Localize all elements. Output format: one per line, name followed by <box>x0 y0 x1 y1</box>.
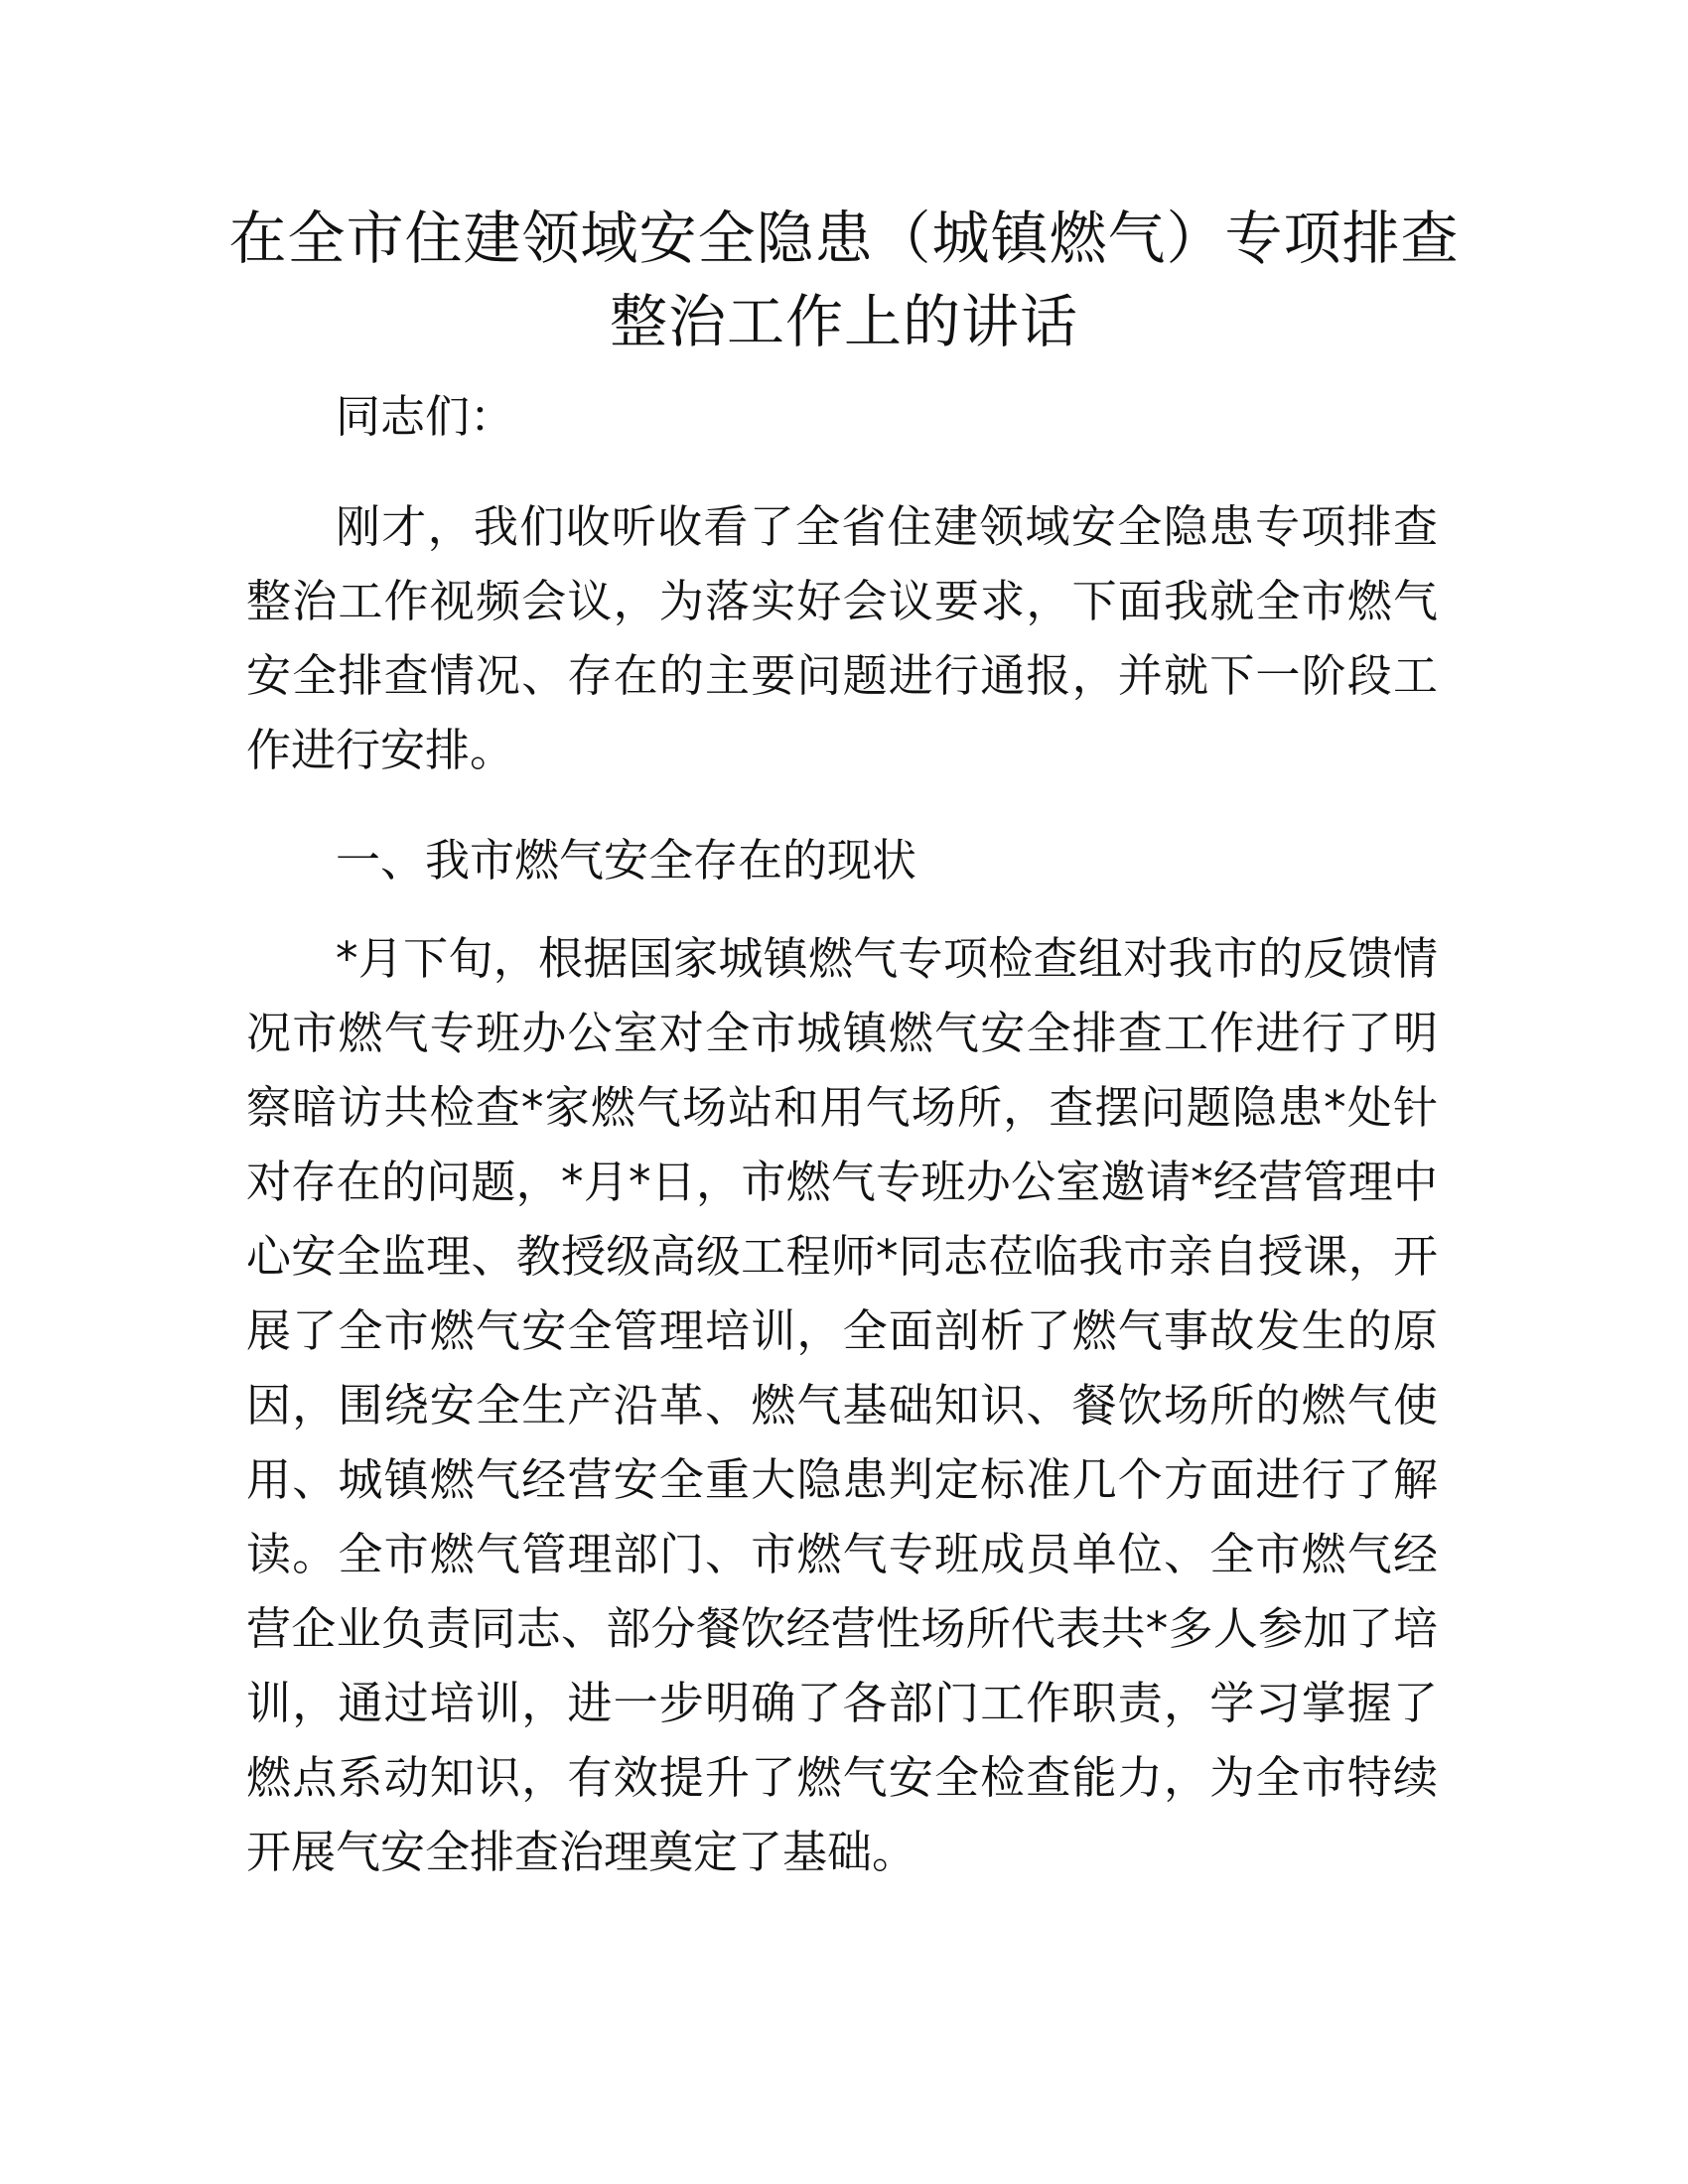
section-body-paragraph: *月下旬，根据国家城镇燃气专项检查组对我市的反馈情况市燃气专班办公室对全市城镇燃气安全排查工作进行了明察暗访共检查*家燃气场站和用气场所，查摆问题隐患*处针对存在的问题，*月*日，市燃气专班办公室邀请*经营管理中心安全监理、教授级高级工程师*同志莅临我市亲自授课，开展了全市燃气安全管理培训，全面剖析了燃气事故发生的原因，围绕安全生产沿革、燃气基础知识、餐饮场所的燃气使用、城镇燃气经营安全重大隐患判定标准几个方面进行了解读。全市燃气管理部门、市燃气专班成员单位、全市燃气经营企业负责同志、部分餐饮经营性场所代表共*多人参加了培训，通过培训，进一步明确了各部门工作职责，学习掌握了燃点系动知识，有效提升了燃气安全检查能力，为全市特续开展气安全排查治理奠定了基础。 <box>246 932 1438 1878</box>
greeting-paragraph: 同志们： <box>336 390 515 443</box>
document-title: 在全市住建领域安全隐患（城镇燃气）专项排查整治工作上的讲话 <box>228 205 1460 355</box>
section-heading: 一、我市燃气安全存在的现状 <box>336 834 917 887</box>
document-body <box>246 379 1438 1919</box>
intro-paragraph: 刚才，我们收听收看了全省住建领域安全隐患专项排查整治工作视频会议，为落实好会议要求，下面我就全市燃气安全排查情况、存在的主要问题进行通报，并就下一阶段工作进行安排。 <box>246 500 1438 776</box>
